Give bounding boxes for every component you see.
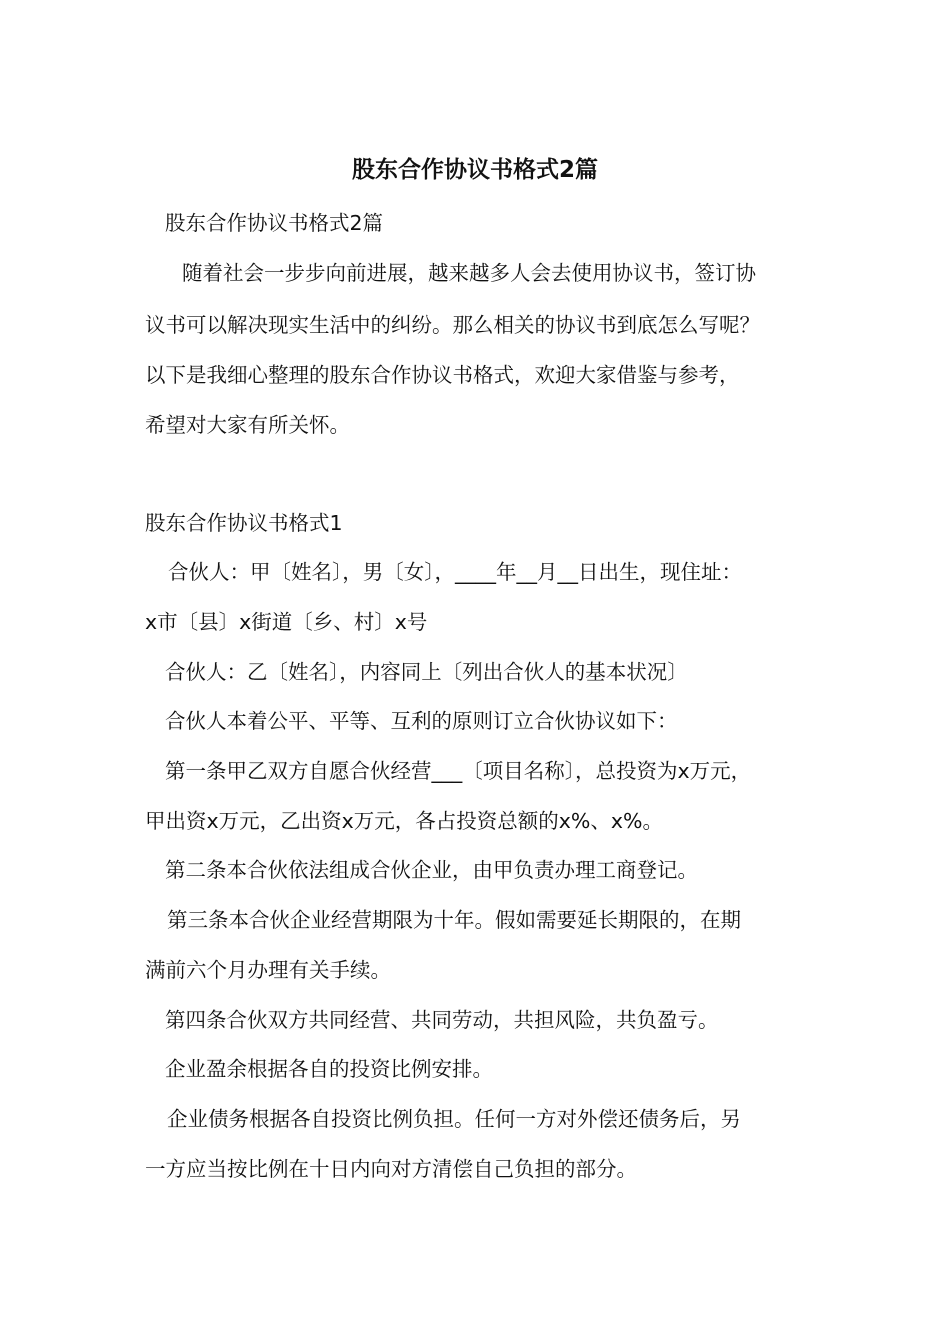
intro-line-1: 随着社会一步步向前进展，越来越多人会去使用协议书，签订协	[182, 261, 756, 285]
profit-line: 企业盈余根据各自的投资比例安排。	[165, 1057, 493, 1081]
intro-line-3: 以下是我细心整理的股东合作协议书格式，欢迎大家借鉴与参考，	[145, 363, 740, 387]
article-1-line-2: 甲出资x万元，乙出资x万元，各占投资总额的x%、x%。	[145, 809, 663, 833]
debt-line-2: 一方应当按比例在十日内向对方清偿自己负担的部分。	[145, 1157, 637, 1181]
partner-b-line: 合伙人：乙〔姓名〕，内容同上〔列出合伙人的基本状况〕	[165, 660, 688, 684]
partner-a-line-1: 合伙人：甲〔姓名〕，男〔女〕，____年__月__日出生，现住址：	[168, 560, 742, 584]
intro-line-2: 议书可以解决现实生活中的纠纷。那么相关的协议书到底怎么写呢？	[145, 313, 760, 337]
article-3-line-2: 满前六个月办理有关手续。	[145, 958, 391, 982]
article-4-line: 第四条合伙双方共同经营、共同劳动，共担风险，共负盈亏。	[165, 1008, 719, 1032]
principle-line: 合伙人本着公平、平等、互利的原则订立合伙协议如下：	[165, 709, 678, 733]
subtitle-line: 股东合作协议书格式2篇	[165, 211, 384, 235]
debt-line-1: 企业债务根据各自投资比例负担。任何一方对外偿还债务后，另	[167, 1107, 741, 1131]
article-3-line-1: 第三条本合伙企业经营期限为十年。假如需要延长期限的，在期	[167, 908, 741, 932]
document-title: 股东合作协议书格式2篇	[351, 157, 598, 183]
article-2-line: 第二条本合伙依法组成合伙企业，由甲负责办理工商登记。	[165, 858, 698, 882]
intro-line-4: 希望对大家有所关怀。	[145, 413, 350, 437]
article-1-line-1: 第一条甲乙双方自愿合伙经营___〔项目名称〕，总投资为x万元，	[165, 759, 752, 783]
section-heading: 股东合作协议书格式1	[145, 511, 343, 535]
partner-a-line-2: x市〔县〕x街道〔乡、村〕x号	[145, 610, 428, 634]
